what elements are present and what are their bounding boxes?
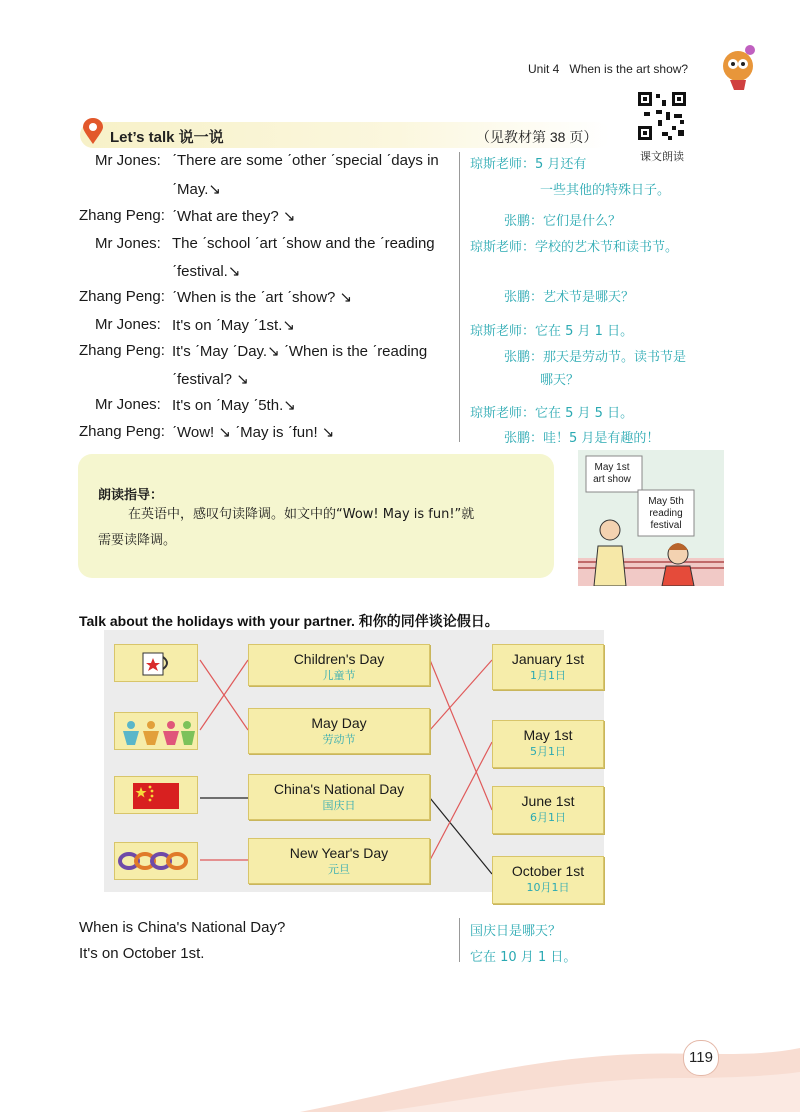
date-name-cn: 5月1日 [530, 745, 566, 758]
dialogue-speaker: Mr Jones: [95, 316, 161, 333]
example-answer: It's on October 1st. [79, 945, 205, 962]
reading-guide-title: 朗读指导： [98, 488, 164, 503]
talk-title: Let’s talk 说一说 [110, 129, 224, 146]
reading-guide-line: 在英语中，感叹句读降调。如文中的“Wow! May is fun!”就 [128, 507, 475, 522]
dialogue-line: ˊWhen is the ˊart ˊshow? ↘ [172, 289, 353, 306]
translation-line: 琼斯老师：它在 5 月 5 日。 [470, 406, 634, 421]
date-name: May 1st [523, 727, 573, 743]
paper-dolls-icon-box [114, 712, 198, 750]
dialogue-line: It's ˊMay ˊDay.↘ ˊWhen is the ˊreading [172, 343, 428, 360]
translation-line: 琼斯老师：5 月还有 [470, 157, 587, 172]
cup-icon-box [114, 644, 198, 682]
dialogue-line: ˊMay.↘ [172, 181, 221, 198]
holiday-name: New Year's Day [289, 845, 389, 861]
footer-wave [0, 1018, 800, 1112]
dialogue-speaker: Zhang Peng: [79, 288, 165, 305]
date-name: October 1st [511, 863, 585, 879]
date-name: January 1st [511, 651, 585, 667]
qr-code-icon[interactable] [636, 90, 688, 142]
example-divider [459, 918, 460, 962]
translation-line: 张鹏：那天是劳动节。读书节是 [504, 350, 687, 365]
holiday-name: China's National Day [273, 781, 405, 797]
dialogue-speaker: Zhang Peng: [79, 342, 165, 359]
chain-icon [115, 843, 197, 879]
dialogue-line: It's on ˊMay ˊ5th.↘ [172, 397, 296, 414]
location-pin-icon [82, 118, 104, 146]
holiday-card[interactable] [248, 644, 430, 686]
dialogue-line: It's on ˊMay ˊ1st.↘ [172, 317, 295, 334]
textbook-reference: （见教材第 38 页） [476, 129, 598, 145]
sign-reading-festival: May 5th reading festival [648, 496, 684, 531]
date-name-cn: 6月1日 [530, 811, 566, 824]
unit-label: Unit 4 When is the art show? [528, 62, 689, 76]
column-divider [459, 152, 460, 442]
dialogue-line: ˊfestival? ↘ [172, 371, 249, 388]
holiday-name: Children's Day [293, 651, 385, 667]
dialogue-speaker: Mr Jones: [95, 396, 161, 413]
flag-icon-box [114, 776, 198, 814]
holiday-card[interactable] [248, 774, 430, 820]
date-name: June 1st [521, 793, 575, 809]
date-name-cn: 10月1日 [526, 881, 570, 894]
dialogue-line: The ˊschool ˊart ˊshow and the ˊreading [172, 235, 435, 252]
reading-guide-line: 需要读降调。 [98, 533, 177, 548]
holiday-name-cn: 劳动节 [322, 733, 356, 746]
translation-line: 琼斯老师：它在 5 月 1 日。 [470, 324, 634, 339]
activity-instruction: Talk about the holidays with your partner. 和你的同伴谈论假日。 [79, 613, 499, 629]
translation-line: 张鹏：它们是什么？ [504, 214, 622, 229]
translation-line: 一些其他的特殊日子。 [540, 183, 671, 198]
dialogue-speaker: Zhang Peng: [79, 207, 165, 224]
example-question-cn: 国庆日是哪天？ [470, 924, 562, 939]
date-card[interactable] [492, 644, 604, 690]
dialogue-speaker: Mr Jones: [95, 235, 161, 252]
holiday-card[interactable] [248, 708, 430, 754]
holiday-name-cn: 元旦 [328, 863, 350, 876]
chain-icon-box [114, 842, 198, 880]
date-card[interactable] [492, 856, 604, 904]
translation-line: 哪天？ [540, 373, 580, 388]
translation-line: 张鹏：哇！5 月是有趣的！ [504, 431, 660, 446]
qr-caption: 课文朗读 [640, 151, 684, 163]
cup-icon [115, 645, 197, 681]
dialogue-line: ˊThere are some ˊother ˊspecial ˊdays in [172, 152, 439, 169]
dialogue-speaker: Mr Jones: [95, 152, 161, 169]
paper-dolls-icon [115, 713, 197, 749]
example-answer-cn: 它在 10 月 1 日。 [470, 950, 577, 965]
date-card[interactable] [492, 786, 604, 834]
dialogue-line: ˊWow! ↘ ˊMay is ˊfun! ↘ [172, 424, 335, 441]
dialogue-line: ˊWhat are they? ↘ [172, 208, 296, 225]
dialogue-line: ˊfestival.↘ [172, 263, 241, 280]
holiday-card[interactable] [248, 838, 430, 884]
page-number: 119 [683, 1040, 719, 1076]
translation-line: 琼斯老师：学校的艺术节和读书节。 [470, 240, 679, 255]
date-card[interactable] [492, 720, 604, 768]
example-question: When is China's National Day? [79, 919, 286, 936]
mascot-icon [716, 40, 762, 92]
dialogue-speaker: Zhang Peng: [79, 423, 165, 440]
holiday-name-cn: 国庆日 [322, 799, 356, 812]
date-name-cn: 1月1日 [530, 669, 566, 682]
holiday-name: May Day [311, 715, 367, 731]
translation-line: 张鹏：艺术节是哪天？ [504, 290, 635, 305]
sign-art-show: May 1st art show [593, 462, 631, 485]
holiday-name-cn: 儿童节 [322, 669, 356, 682]
china-flag-icon [115, 777, 197, 813]
